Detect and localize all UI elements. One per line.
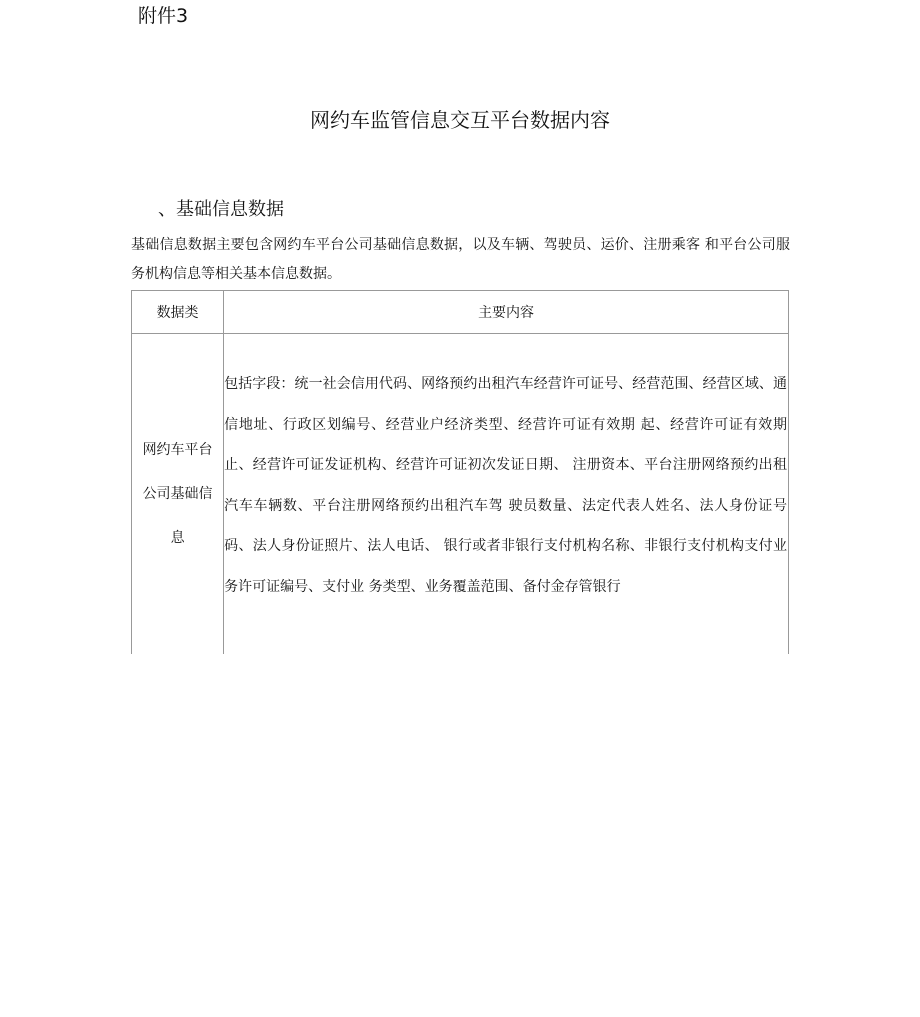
table-row [132, 334, 789, 655]
header-data-category: 数据类 [132, 291, 224, 334]
data-content-table [131, 290, 789, 654]
attachment-label: 附件3 [138, 5, 189, 27]
content-cell: 包括字段：统一社会信用代码、网络预约出租汽车经营许可证号、经营范围、经营区域、通信地址、行政区划编号、经营业户经济类型、经营许可证有效期 起、经营许可证有效期止、经营许可证发证机构、经营许可证初次发证日期、 注册资本、平台注册网络预约出租汽车车辆数、平台注册网络预约出租汽车驾 驶员数量、法定代表人姓名、法人身份证号码、法人身份证照片、法人电话、 银行或者非银行支付机构名称、非银行支付机构支付业务许可证编号、支付业 务类型、业务覆盖范围、备付金存管银行 [224, 334, 789, 655]
table-header-row [132, 291, 789, 334]
section-heading: 、基础信息数据 [158, 199, 284, 220]
intro-paragraph: 基础信息数据主要包含网约车平台公司基础信息数据，以及车辆、驾驶员、运价、注册乘客 和平台公司服务机构信息等相关基本信息数据。 [131, 237, 790, 282]
category-label: 网约车平台公司基础信息 [142, 442, 213, 546]
document-title: 网约车监管信息交互平台数据内容 [310, 108, 610, 132]
header-main-content: 主要内容 [224, 291, 789, 334]
category-cell [132, 334, 224, 655]
